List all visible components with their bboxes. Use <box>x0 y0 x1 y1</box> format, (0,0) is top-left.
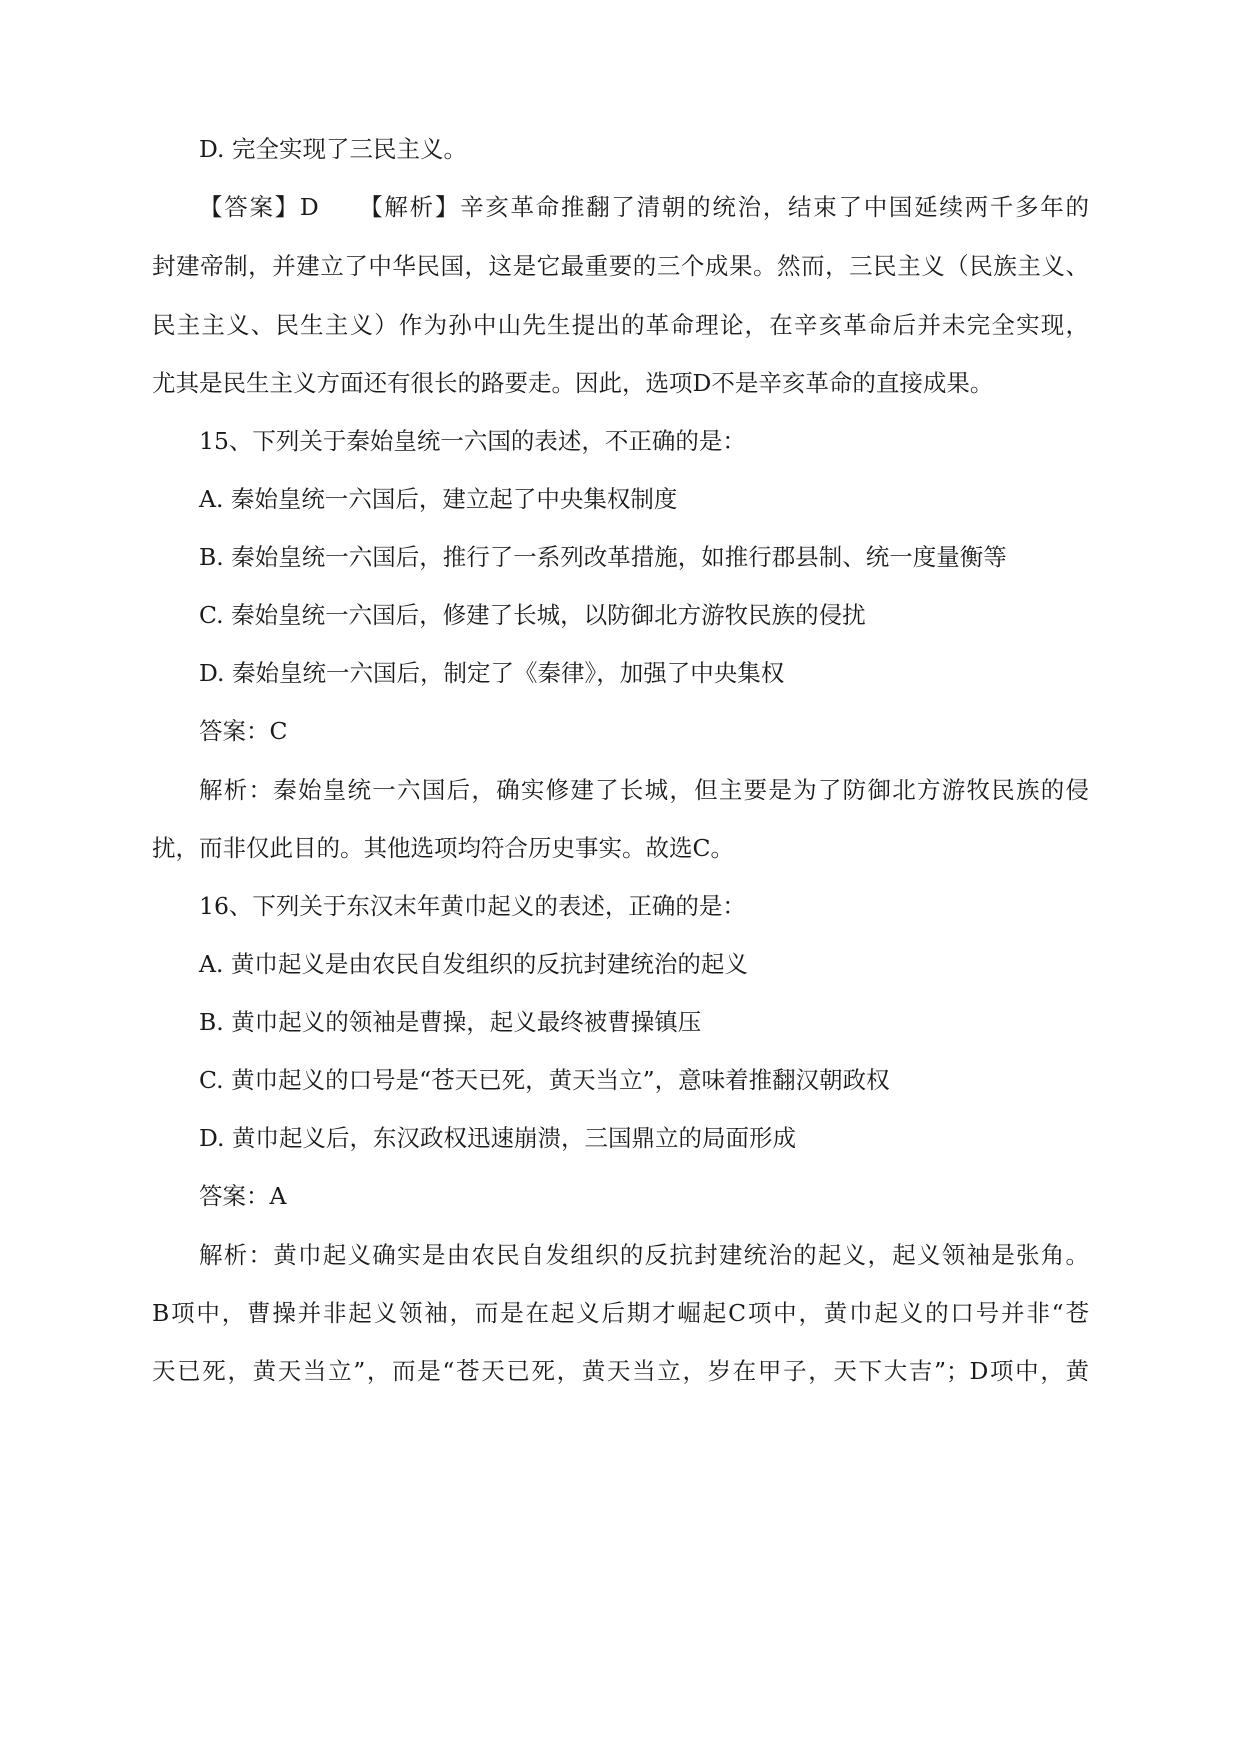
q14-explanation-line: 尤其是民生主义方面还有很长的路要走。因此，选项D不是辛亥革命的直接成果。 <box>152 369 994 397</box>
q15-option-c: C. 秦始皇统一六国后，修建了长城，以防御北方游牧民族的侵扰 <box>199 601 866 629</box>
q14-explanation-line: 民主主义、民生主义）作为孙中山先生提出的革命理论，在辛亥革命后并未完全实现， <box>152 311 1089 339</box>
q16-explanation-line: B项中，曹操并非起义领袖，而是在起义后期才崛起C项中，黄巾起义的口号并非“苍 <box>152 1299 1089 1327</box>
q16-option-d: D. 黄巾起义后，东汉政权迅速崩溃，三国鼎立的局面形成 <box>199 1124 796 1152</box>
q16-question: 16、下列关于东汉末年黄巾起义的表述，正确的是： <box>199 892 746 920</box>
q14-explanation-line: 封建帝制，并建立了中华民国，这是它最重要的三个成果。然而，三民主义（民族主义、 <box>152 252 1089 280</box>
q16-answer: 答案：A <box>199 1182 287 1210</box>
q15-option-a: A. 秦始皇统一六国后，建立起了中央集权制度 <box>199 485 678 513</box>
q15-option-b: B. 秦始皇统一六国后，推行了一系列改革措施，如推行郡县制、统一度量衡等 <box>199 543 1007 571</box>
q16-option-c: C. 黄巾起义的口号是“苍天已死，黄天当立”，意味着推翻汉朝政权 <box>199 1066 890 1094</box>
q14-option-d: D. 完全实现了三民主义。 <box>199 135 467 163</box>
q16-option-b: B. 黄巾起义的领袖是曹操，起义最终被曹操镇压 <box>199 1008 702 1036</box>
q15-answer: 答案：C <box>199 717 288 745</box>
q16-option-a: A. 黄巾起义是由农民自发组织的反抗封建统治的起义 <box>199 950 748 978</box>
q14-explanation-line: 【答案】D 【解析】辛亥革命推翻了清朝的统治，结束了中国延续两千多年的 <box>199 193 1089 221</box>
q15-question: 15、下列关于秦始皇统一六国的表述，不正确的是： <box>199 427 746 455</box>
q15-explanation-line: 扰，而非仅此目的。其他选项均符合历史事实。故选C。 <box>152 834 734 862</box>
q16-explanation-line: 解析：黄巾起义确实是由农民自发组织的反抗封建统治的起义，起义领袖是张角。 <box>199 1241 1089 1269</box>
q15-explanation-line: 解析：秦始皇统一六国后，确实修建了长城，但主要是为了防御北方游牧民族的侵 <box>199 776 1089 804</box>
q15-option-d: D. 秦始皇统一六国后，制定了《秦律》，加强了中央集权 <box>199 659 785 687</box>
q16-explanation-line: 天已死，黄天当立”，而是“苍天已死，黄天当立，岁在甲子，天下大吉”；D项中，黄 <box>152 1357 1089 1385</box>
